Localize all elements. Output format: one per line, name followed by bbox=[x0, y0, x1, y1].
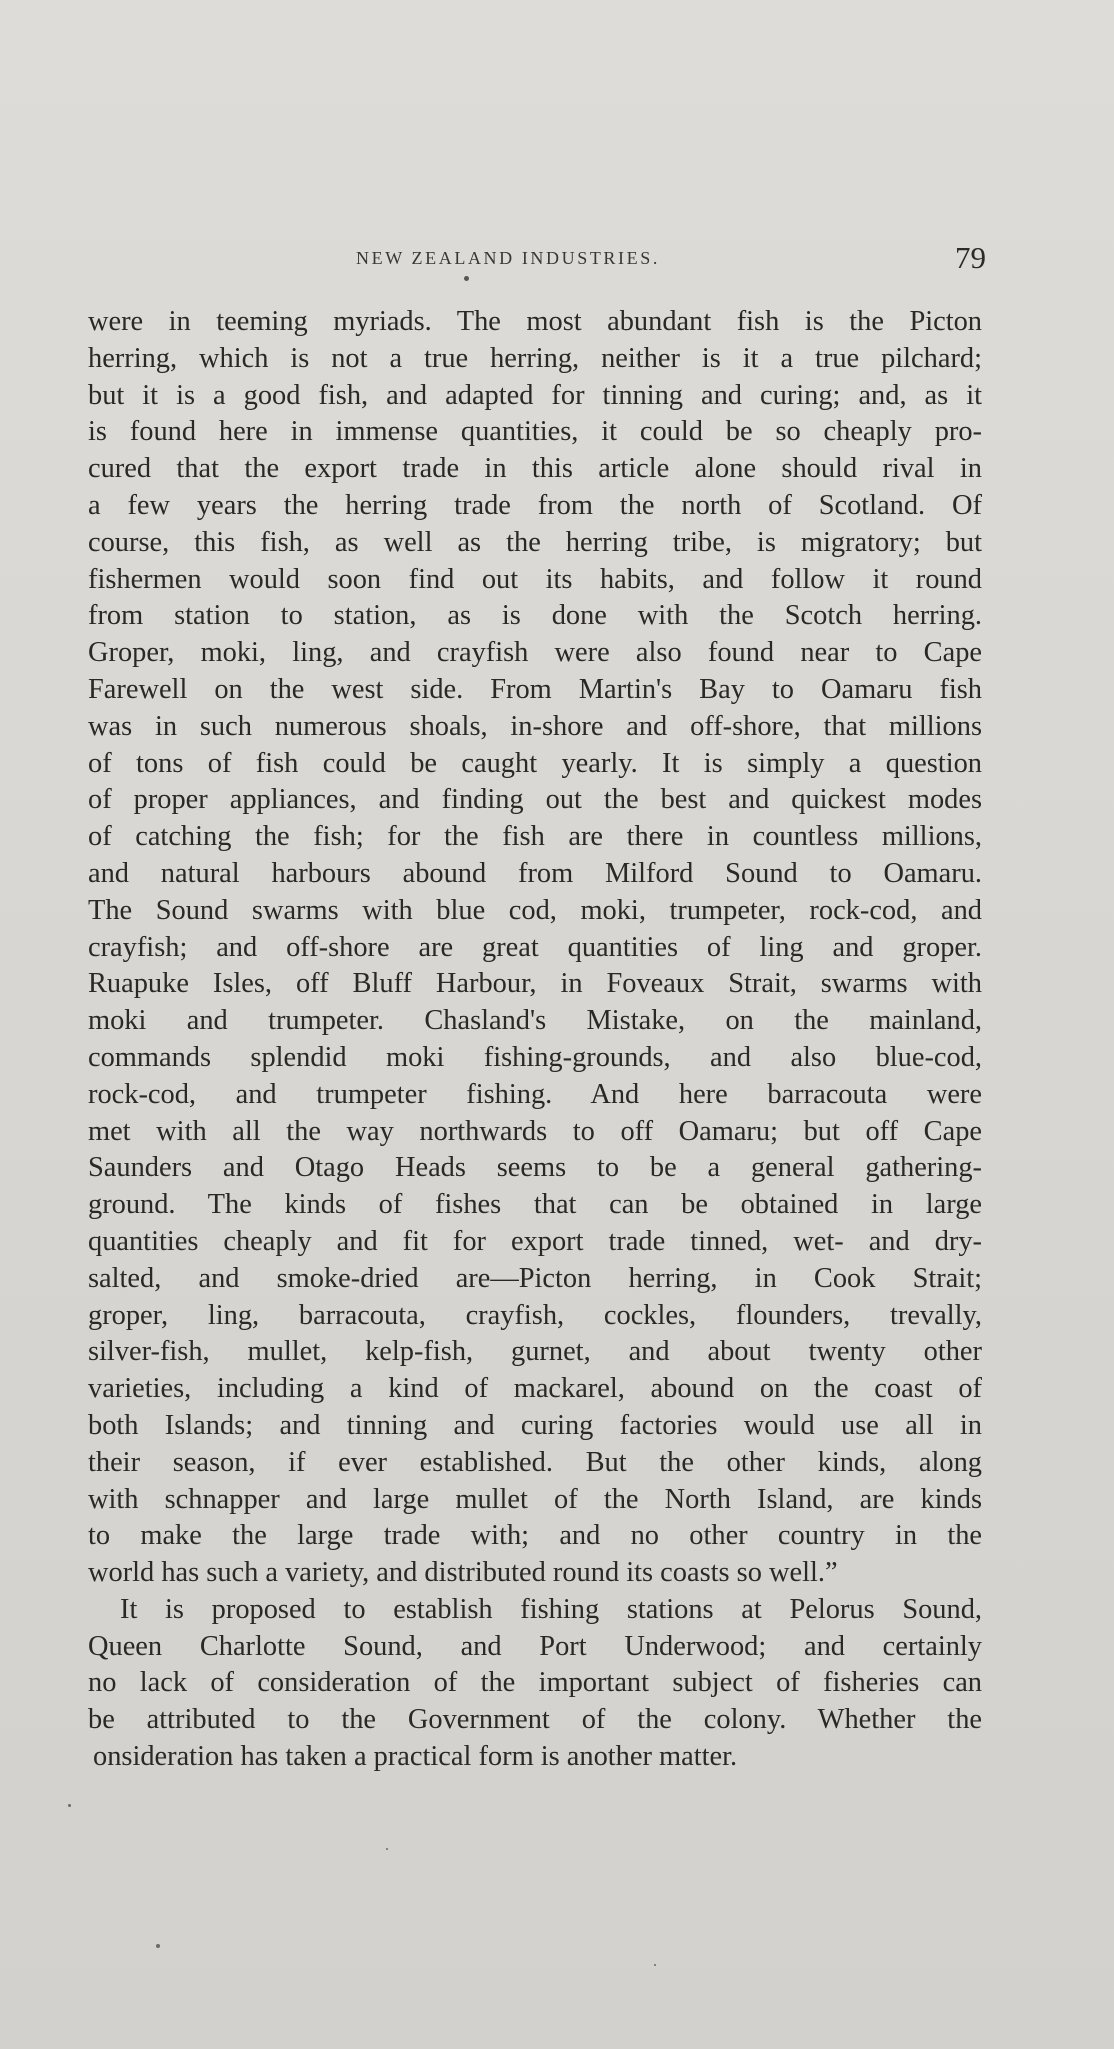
text-line: ground. The kinds of fishes that can be obtained in large bbox=[88, 1189, 982, 1221]
text-line: moki and trumpeter. Chasland's Mistake, on the mainland, bbox=[88, 1005, 982, 1037]
text-line: and natural harbours abound from Milford Sound to Oamaru. bbox=[88, 857, 982, 889]
running-title: NEW ZEALAND INDUSTRIES. bbox=[356, 248, 660, 268]
text-line: of tons of fish could be caught yearly. It is simply a question bbox=[88, 747, 982, 779]
text-line: is found here in immense quantities, it could be so cheaply pro- bbox=[88, 416, 982, 448]
text-line: cured that the export trade in this article alone should rival in bbox=[88, 453, 982, 485]
text-line: but it is a good fish, and adapted for tinning and curing; and, as it bbox=[88, 379, 982, 411]
text-line: of catching the fish; for the fish are there in countless millions, bbox=[88, 821, 982, 853]
text-line: It is proposed to establish fishing stations at Pelorus Sound, bbox=[120, 1593, 982, 1625]
text-line: course, this fish, as well as the herring tribe, is migratory; but bbox=[88, 526, 982, 558]
text-line: varieties, including a kind of mackarel, abound on the coast of bbox=[88, 1373, 982, 1405]
text-line: be attributed to the Government of the colony. Whether the bbox=[88, 1704, 982, 1736]
text-line: rock-cod, and trumpeter fishing. And here barracouta were bbox=[88, 1078, 982, 1110]
text-line: their season, if ever established. But the other kinds, along bbox=[88, 1446, 982, 1478]
paper-speck bbox=[156, 1944, 160, 1948]
text-line: world has such a variety, and distributed round its coasts so well.” bbox=[88, 1557, 838, 1589]
text-line: crayfish; and off-shore are great quantities of ling and groper. bbox=[88, 931, 982, 963]
text-line: met with all the way northwards to off Oamaru; but off Cape bbox=[88, 1115, 982, 1147]
text-line: fishermen would soon find out its habits, and follow it round bbox=[88, 563, 982, 595]
text-line: silver-fish, mullet, kelp-fish, gurnet, and about twenty other bbox=[88, 1336, 982, 1368]
body-text bbox=[88, 304, 982, 1776]
text-line: groper, ling, barracouta, crayfish, cockles, flounders, trevally, bbox=[88, 1299, 982, 1331]
text-line: Saunders and Otago Heads seems to be a general gathering- bbox=[88, 1152, 982, 1184]
text-line: Groper, moki, ling, and crayfish were also found near to Cape bbox=[88, 637, 982, 669]
text-line: Queen Charlotte Sound, and Port Underwood; and certainly bbox=[88, 1630, 982, 1662]
running-head bbox=[84, 242, 984, 282]
text-line: salted, and smoke-dried are—Picton herring, in Cook Strait; bbox=[88, 1262, 982, 1294]
text-line: onsideration has taken a practical form is another matter. bbox=[93, 1741, 738, 1773]
text-line: commands splendid moki fishing-grounds, and also blue-cod, bbox=[88, 1041, 982, 1073]
text-line: to make the large trade with; and no other country in the bbox=[88, 1520, 982, 1552]
paper-speck bbox=[654, 1964, 656, 1966]
text-line: The Sound swarms with blue cod, moki, trumpeter, rock-cod, and bbox=[88, 894, 982, 926]
text-line: from station to station, as is done with the Scotch herring. bbox=[88, 600, 982, 632]
ornament-dot bbox=[464, 276, 469, 281]
paragraph-2 bbox=[88, 1592, 982, 1776]
text-line: both Islands; and tinning and curing factories would use all in bbox=[88, 1409, 982, 1441]
text-line: herring, which is not a true herring, neither is it a true pilchard; bbox=[88, 342, 982, 374]
text-line: were in teeming myriads. The most abundant fish is the Picton bbox=[88, 306, 982, 337]
text-line: Ruapuke Isles, off Bluff Harbour, in Foveaux Strait, swarms with bbox=[88, 968, 982, 1000]
text-line: quantities cheaply and fit for export trade tinned, wet- and dry- bbox=[88, 1225, 982, 1257]
page-number: 79 bbox=[955, 240, 986, 275]
text-line: a few years the herring trade from the north of Scotland. Of bbox=[88, 489, 982, 521]
text-line: with schnapper and large mullet of the North Island, are kinds bbox=[88, 1483, 982, 1515]
text-line: of proper appliances, and finding out the best and quickest modes bbox=[88, 784, 982, 816]
text-line: no lack of consideration of the important subject of fisheries can bbox=[88, 1667, 982, 1699]
paper-speck bbox=[68, 1804, 71, 1807]
text-line: was in such numerous shoals, in-shore and off-shore, that millions bbox=[88, 710, 982, 742]
paragraph-1 bbox=[88, 304, 982, 1592]
text-line: Farewell on the west side. From Martin's Bay to Oamaru fish bbox=[88, 673, 982, 705]
paper-speck bbox=[386, 1848, 388, 1850]
